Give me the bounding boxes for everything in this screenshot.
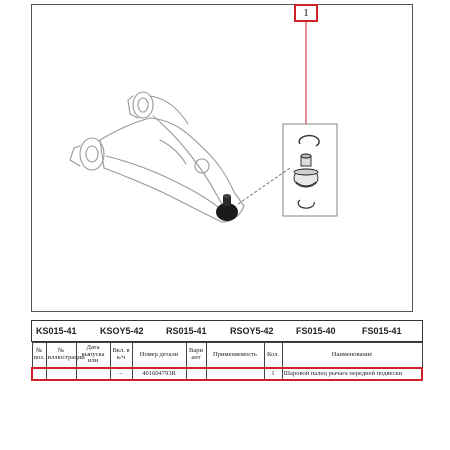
cell-illustration [46,368,76,380]
circlip [299,136,319,146]
header-variant: Вари ант [186,343,206,369]
header-part-number: Номер детали [132,343,186,369]
model-code: RS015-41 [166,326,207,336]
ball-joint-installed [216,194,238,221]
parts-table [31,342,423,381]
cell-date [76,368,110,380]
leader-line [238,168,290,204]
header-qty: Кол. [264,343,282,369]
header-date: Дата выпуска или [76,343,110,369]
model-code: RSOY5-42 [230,326,274,336]
model-code: FS015-41 [362,326,402,336]
cell-name: Шаровой палец рычага передней подвески [282,368,422,380]
table-row[interactable] [32,368,422,380]
cell-applicability [206,368,264,380]
ball-joint-part [294,154,318,187]
callout-number[interactable]: 1 [294,4,318,22]
rear-bushing [70,138,104,170]
header-illustration: № иллюстрации [46,343,76,369]
model-codes-bar [31,320,423,342]
model-code: KS015-41 [36,326,77,336]
front-bushing [128,92,153,118]
table-header-row [32,343,422,369]
cell-variant [186,368,206,380]
cell-part-number[interactable]: 401604793R [132,368,186,380]
model-code: FS015-40 [296,326,336,336]
header-name: Наименование [282,343,422,369]
retaining-ring [298,200,314,208]
cell-qty: 1 [264,368,282,380]
cell-pos [32,368,46,380]
header-pos: № поз. [32,343,46,369]
model-code: KSOY5-42 [100,326,144,336]
header-applicability: Применяемость [206,343,264,369]
cell-included: – [110,368,132,380]
header-included: Вкл. в к/ч [110,343,132,369]
